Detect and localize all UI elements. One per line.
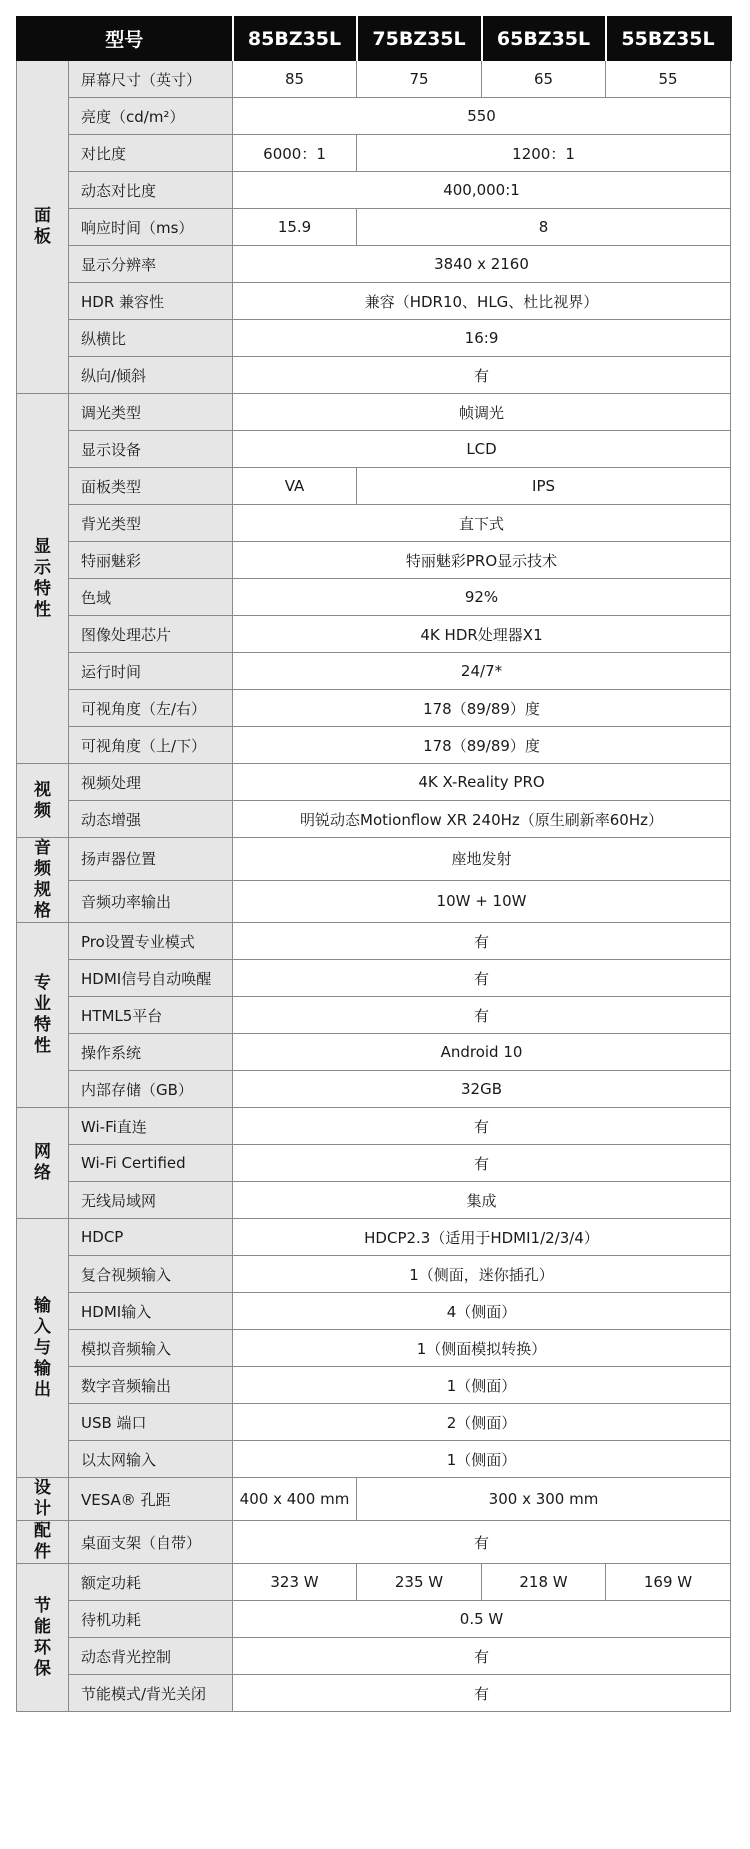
section-title <box>17 61 69 394</box>
spec-row <box>17 764 731 801</box>
spec-value: 帧调光 <box>233 394 731 431</box>
spec-value: 1200：1 <box>357 135 731 172</box>
spec-label: 数字音频输出 <box>69 1367 233 1404</box>
spec-row <box>17 1404 731 1441</box>
spec-value: 55 <box>606 61 731 98</box>
spec-row <box>17 1367 731 1404</box>
spec-value: 15.9 <box>233 209 357 246</box>
spec-label: 纵向/倾斜 <box>69 357 233 394</box>
section-title-text: 面板 <box>34 206 51 247</box>
spec-label: 待机功耗 <box>69 1601 233 1638</box>
section-title <box>17 1564 69 1712</box>
spec-label: 屏幕尺寸（英寸） <box>69 61 233 98</box>
spec-label: 动态背光控制 <box>69 1638 233 1675</box>
section-title <box>17 394 69 764</box>
spec-row <box>17 1108 731 1145</box>
spec-row <box>17 1330 731 1367</box>
spec-row <box>17 1441 731 1478</box>
spec-row <box>17 1182 731 1219</box>
spec-value: 特丽魅彩PRO显示技术 <box>233 542 731 579</box>
section-title <box>17 1521 69 1564</box>
section-title-text: 音频规格 <box>34 838 51 921</box>
spec-label: 可视角度（上/下） <box>69 727 233 764</box>
spec-label: 特丽魅彩 <box>69 542 233 579</box>
spec-value: 3840 x 2160 <box>233 246 731 283</box>
spec-value: LCD <box>233 431 731 468</box>
spec-value: 400 x 400 mm <box>233 1478 357 1521</box>
spec-row <box>17 61 731 98</box>
spec-row <box>17 690 731 727</box>
spec-value: 550 <box>233 98 731 135</box>
spec-value: 235 W <box>357 1564 482 1601</box>
spec-label: 运行时间 <box>69 653 233 690</box>
spec-value: 有 <box>233 1638 731 1675</box>
spec-label: Wi-Fi直连 <box>69 1108 233 1145</box>
spec-row <box>17 542 731 579</box>
spec-row <box>17 1564 731 1601</box>
spec-row <box>17 135 731 172</box>
spec-value: 178（89/89）度 <box>233 727 731 764</box>
model-name: 65BZ35L <box>482 17 606 61</box>
spec-label: 调光类型 <box>69 394 233 431</box>
spec-value: 8 <box>357 209 731 246</box>
spec-row <box>17 616 731 653</box>
spec-label: 动态对比度 <box>69 172 233 209</box>
spec-value: 兼容（HDR10、HLG、杜比视界） <box>233 283 731 320</box>
spec-value: 有 <box>233 1108 731 1145</box>
spec-row <box>17 838 731 881</box>
spec-row <box>17 653 731 690</box>
spec-value: 10W + 10W <box>233 880 731 923</box>
section-title-text: 节能环保 <box>34 1595 51 1679</box>
section-title-text: 显示特性 <box>34 536 51 620</box>
spec-row <box>17 431 731 468</box>
spec-label: 扬声器位置 <box>69 838 233 881</box>
spec-value: 24/7* <box>233 653 731 690</box>
spec-label: 额定功耗 <box>69 1564 233 1601</box>
spec-value: 1（侧面，迷你插孔） <box>233 1256 731 1293</box>
spec-row <box>17 880 731 923</box>
spec-row <box>17 357 731 394</box>
spec-value: 有 <box>233 1521 731 1564</box>
spec-row <box>17 801 731 838</box>
section-title <box>17 764 69 838</box>
spec-value: 16:9 <box>233 320 731 357</box>
spec-label: 面板类型 <box>69 468 233 505</box>
spec-value: 2（侧面） <box>233 1404 731 1441</box>
spec-row <box>17 997 731 1034</box>
spec-value: 6000：1 <box>233 135 357 172</box>
spec-label: HTML5平台 <box>69 997 233 1034</box>
spec-label: HDMI信号自动唤醒 <box>69 960 233 997</box>
spec-row <box>17 468 731 505</box>
spec-value: 集成 <box>233 1182 731 1219</box>
spec-row <box>17 394 731 431</box>
spec-value: VA <box>233 468 357 505</box>
spec-label: 色域 <box>69 579 233 616</box>
spec-value: 75 <box>357 61 482 98</box>
spec-value: 32GB <box>233 1071 731 1108</box>
section-title-text: 视频 <box>34 779 51 821</box>
spec-value: 218 W <box>482 1564 606 1601</box>
spec-label: 对比度 <box>69 135 233 172</box>
spec-label: 显示分辨率 <box>69 246 233 283</box>
spec-row <box>17 579 731 616</box>
spec-row <box>17 98 731 135</box>
spec-label: 显示设备 <box>69 431 233 468</box>
spec-row <box>17 1478 731 1521</box>
section-title-text: 专业特性 <box>34 973 51 1056</box>
spec-value: 169 W <box>606 1564 731 1601</box>
spec-value: 直下式 <box>233 505 731 542</box>
spec-label: HDCP <box>69 1219 233 1256</box>
spec-label: Wi-Fi Certified <box>69 1145 233 1182</box>
spec-value: 300 x 300 mm <box>357 1478 731 1521</box>
section-title <box>17 1219 69 1478</box>
spec-row <box>17 1521 731 1564</box>
spec-label: 以太网输入 <box>69 1441 233 1478</box>
spec-value: HDCP2.3（适用于HDMI1/2/3/4） <box>233 1219 731 1256</box>
spec-row <box>17 960 731 997</box>
spec-label: 图像处理芯片 <box>69 616 233 653</box>
spec-value: 1（侧面） <box>233 1441 731 1478</box>
spec-body <box>17 61 731 1712</box>
spec-value: 0.5 W <box>233 1601 731 1638</box>
spec-value: 4K HDR处理器X1 <box>233 616 731 653</box>
spec-value: 有 <box>233 997 731 1034</box>
section-title-text: 配件 <box>34 1521 51 1562</box>
spec-value: 1（侧面模拟转换） <box>233 1330 731 1367</box>
spec-value: 明锐动态Motionflow XR 240Hz（原生刷新率60Hz） <box>233 801 731 838</box>
spec-label: 可视角度（左/右） <box>69 690 233 727</box>
spec-row <box>17 923 731 960</box>
spec-row <box>17 1219 731 1256</box>
spec-value: 有 <box>233 960 731 997</box>
spec-value: 85 <box>233 61 357 98</box>
spec-table <box>16 16 732 1712</box>
spec-row <box>17 283 731 320</box>
spec-label: 视频处理 <box>69 764 233 801</box>
spec-value: 有 <box>233 923 731 960</box>
spec-value: 323 W <box>233 1564 357 1601</box>
spec-row <box>17 1638 731 1675</box>
spec-label: 响应时间（ms） <box>69 209 233 246</box>
spec-row <box>17 1071 731 1108</box>
spec-label: 音频功率输出 <box>69 880 233 923</box>
spec-label: 无线局域网 <box>69 1182 233 1219</box>
spec-row <box>17 1034 731 1071</box>
spec-value: 65 <box>482 61 606 98</box>
spec-row <box>17 727 731 764</box>
section-title <box>17 838 69 923</box>
spec-row <box>17 505 731 542</box>
section-title <box>17 1108 69 1219</box>
spec-label: 亮度（cd/m²） <box>69 98 233 135</box>
spec-row <box>17 1293 731 1330</box>
spec-label: 纵横比 <box>69 320 233 357</box>
spec-label: VESA® 孔距 <box>69 1478 233 1521</box>
section-title-text: 网络 <box>34 1142 51 1183</box>
spec-row <box>17 209 731 246</box>
spec-value: 4K X-Reality PRO <box>233 764 731 801</box>
spec-row <box>17 1601 731 1638</box>
spec-value: 有 <box>233 1145 731 1182</box>
spec-value: 有 <box>233 1675 731 1712</box>
spec-row <box>17 1145 731 1182</box>
spec-label: 模拟音频输入 <box>69 1330 233 1367</box>
model-name: 85BZ35L <box>233 17 357 61</box>
spec-row <box>17 246 731 283</box>
spec-label: 节能模式/背光关闭 <box>69 1675 233 1712</box>
spec-value: 92% <box>233 579 731 616</box>
spec-row <box>17 320 731 357</box>
spec-value: Android 10 <box>233 1034 731 1071</box>
section-title-text: 设计 <box>34 1478 51 1519</box>
spec-value: 400,000:1 <box>233 172 731 209</box>
spec-value: 4（侧面） <box>233 1293 731 1330</box>
model-header: 型号 <box>17 17 233 61</box>
spec-label: 动态增强 <box>69 801 233 838</box>
spec-value: 1（侧面） <box>233 1367 731 1404</box>
spec-label: 操作系统 <box>69 1034 233 1071</box>
spec-row <box>17 1675 731 1712</box>
spec-value: IPS <box>357 468 731 505</box>
spec-label: Pro设置专业模式 <box>69 923 233 960</box>
section-title-text: 输入与输出 <box>34 1295 51 1400</box>
section-title <box>17 1478 69 1521</box>
spec-label: 复合视频输入 <box>69 1256 233 1293</box>
spec-label: HDMI输入 <box>69 1293 233 1330</box>
spec-value: 178（89/89）度 <box>233 690 731 727</box>
spec-label: 背光类型 <box>69 505 233 542</box>
spec-label: 桌面支架（自带） <box>69 1521 233 1564</box>
model-name: 75BZ35L <box>357 17 482 61</box>
spec-row <box>17 1256 731 1293</box>
header-row <box>17 17 731 61</box>
spec-label: USB 端口 <box>69 1404 233 1441</box>
spec-label: HDR 兼容性 <box>69 283 233 320</box>
spec-label: 内部存储（GB） <box>69 1071 233 1108</box>
model-name: 55BZ35L <box>606 17 731 61</box>
section-title <box>17 923 69 1108</box>
spec-value: 座地发射 <box>233 838 731 881</box>
spec-value: 有 <box>233 357 731 394</box>
spec-row <box>17 172 731 209</box>
